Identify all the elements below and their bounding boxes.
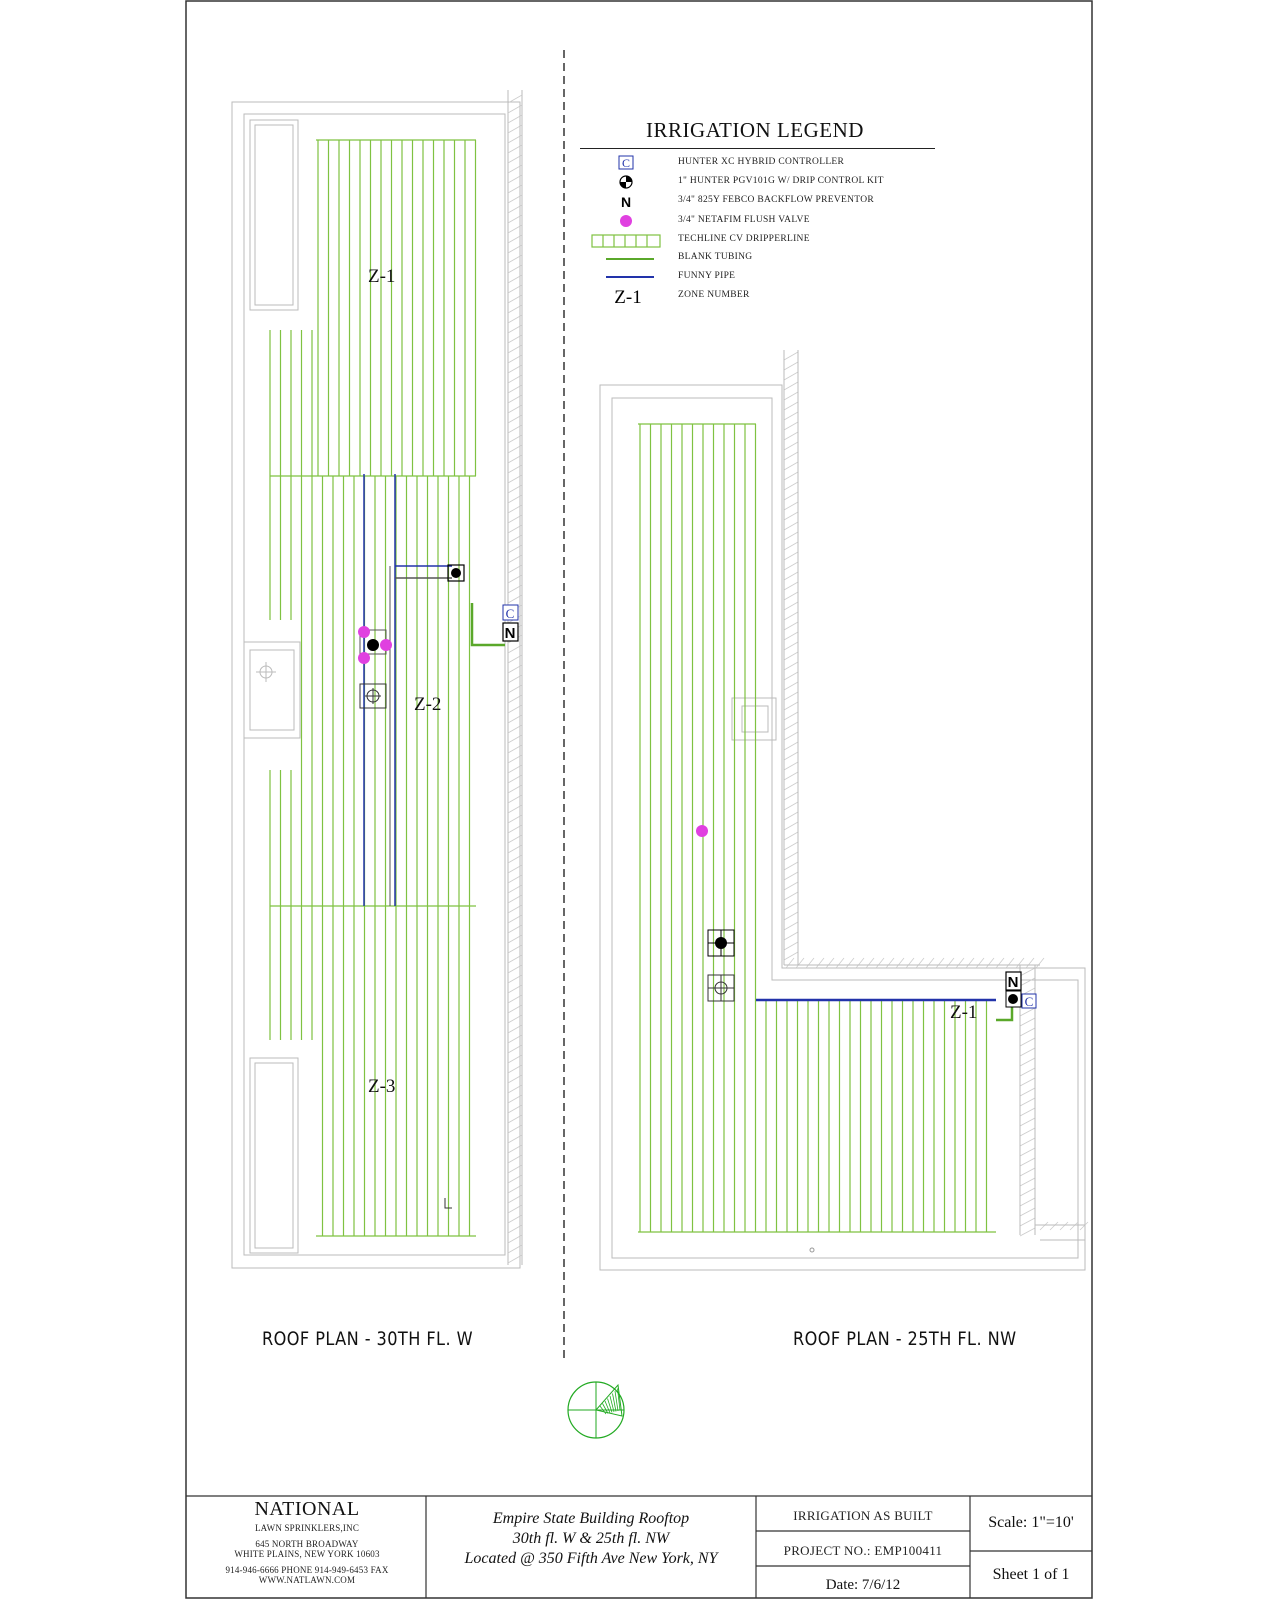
sheet-number-text: Sheet 1 of 1 [992, 1566, 1070, 1583]
wall-hatch-line [1020, 968, 1035, 976]
wall-hatch-line [784, 742, 798, 750]
wall-hatch-line [784, 422, 798, 430]
backflow-preventor-25th [1006, 972, 1021, 991]
project-line-1: Empire State Building Rooftop [492, 1510, 690, 1527]
wall-hatch-line [916, 958, 924, 968]
drawing-date [758, 1577, 968, 1594]
wall-hatch-line [784, 452, 798, 460]
wall-hatch-line [784, 862, 798, 870]
drip-control-kit-25th [708, 930, 734, 1001]
wall-hatch-line [784, 812, 798, 820]
wall-hatch-line [784, 432, 798, 440]
legend-title-rule [580, 148, 935, 149]
backflow-preventor-30th [503, 623, 518, 642]
wall-hatch-line [986, 958, 994, 968]
wall-hatch-line [784, 522, 798, 530]
svg-text:C: C [621, 156, 631, 170]
wall-hatch-line [784, 442, 798, 450]
project-block [428, 1510, 754, 1568]
wall-hatch-line [784, 802, 798, 810]
wall-hatch-line [1020, 1198, 1035, 1206]
legend-label-dripperline: TECHLINE CV DRIPPERLINE [678, 234, 810, 244]
wall-hatch-line [1040, 1222, 1048, 1230]
planter-bottom-left [250, 1058, 298, 1253]
wall-hatch-line [784, 762, 798, 770]
wall-hatch-line [784, 552, 798, 560]
dripperline-icon [592, 235, 660, 247]
wall-hatch-line [836, 958, 844, 968]
drip-control-kit-25th-wall [1006, 991, 1021, 1007]
legend-label-flush-valve: 3/4" NETAFIM FLUSH VALVE [678, 215, 810, 225]
wall-hatch-line [784, 362, 798, 370]
wall-hatch-line [784, 672, 798, 680]
controller-25th [1022, 994, 1036, 1009]
wall-hatch-line [956, 958, 964, 968]
zone-label-z3-30th: Z-3 [368, 1076, 396, 1097]
flush-valve-30th-b [380, 639, 392, 651]
wall-hatch-line [1020, 1168, 1035, 1176]
wall-hatch-line [784, 492, 798, 500]
planter-top-left [250, 120, 298, 310]
zone-label-z1-25th: Z-1 [950, 1002, 978, 1023]
wall-hatch-line [784, 712, 798, 720]
company-web: WWW.NATLAWN.COM [258, 1575, 356, 1585]
wall-hatch-line [1020, 1058, 1035, 1066]
wall-hatch-line [784, 792, 798, 800]
zone-label-z1-30th: Z-1 [368, 266, 396, 287]
wall-hatch-line [784, 902, 798, 910]
wall-hatch-line [1020, 1018, 1035, 1026]
wall-hatch-line [976, 958, 984, 968]
wall-hatch-line [784, 872, 798, 880]
wall-hatch-line [784, 692, 798, 700]
wall-hatch-line [1020, 1008, 1035, 1016]
svg-text:C: C [1024, 994, 1034, 1009]
wall-hatch-line [784, 752, 798, 760]
svg-text:N: N [504, 625, 516, 642]
controller-30th [503, 605, 518, 621]
wall-hatch-line [1020, 1138, 1035, 1146]
wall-hatch-line [784, 532, 798, 540]
wall-hatch-line [1036, 958, 1044, 968]
project-line-3: Located @ 350 Fifth Ave New York, NY [464, 1550, 718, 1567]
wall-hatch-line [1020, 1098, 1035, 1106]
wall-hatch-line [1070, 1222, 1078, 1230]
wall-hatch-line [784, 482, 798, 490]
drawing-type [758, 1508, 968, 1524]
drip-control-kit-icon [620, 176, 632, 188]
project-number-text: PROJECT NO.: EMP100411 [783, 1543, 943, 1558]
wall-hatch-line [876, 958, 884, 968]
wall-hatch-line [784, 572, 798, 580]
wall-hatch-line [1080, 1222, 1088, 1230]
wall-hatch-line [1020, 1048, 1035, 1056]
flush-valve-30th-c [358, 652, 370, 664]
wall-hatch-line [886, 958, 894, 968]
wall-hatch-line [846, 958, 854, 968]
scale [972, 1514, 1090, 1532]
wall-hatch-line [936, 958, 944, 968]
wall-hatch-line [1020, 1108, 1035, 1116]
wall-hatch-line [826, 958, 834, 968]
company-address-2: WHITE PLAINS, NEW YORK 10603 [234, 1549, 380, 1559]
company-sub: LAWN SPRINKLERS,INC [254, 1523, 360, 1533]
stair-well [244, 642, 300, 738]
drawing-date-text: Date: 7/6/12 [825, 1577, 901, 1593]
flush-valve-25th [696, 825, 708, 837]
wall-hatch-line [784, 542, 798, 550]
blank-tubing-30th [472, 603, 505, 645]
svg-text:C: C [505, 606, 515, 621]
flush-valve-icon [620, 215, 632, 227]
wall-hatch-line [784, 612, 798, 620]
wall-hatch-line [784, 652, 798, 660]
wall-hatch-line [784, 682, 798, 690]
zone-label-z2-30th: Z-2 [414, 694, 442, 715]
wall-hatch-line [1020, 1228, 1035, 1236]
wall-hatch-line [784, 702, 798, 710]
wall-hatch-line [1020, 1028, 1035, 1036]
wall-hatch-line [784, 892, 798, 900]
wall-hatch-line [784, 912, 798, 920]
legend-label-backflow: 3/4" 825Y FEBCO BACKFLOW PREVENTOR [678, 195, 875, 205]
wall-hatch-line [784, 602, 798, 610]
wall-hatch-line [1020, 1088, 1035, 1096]
wall-hatch-line [784, 942, 798, 950]
wall-hatch-line [1020, 1148, 1035, 1156]
backflow-preventor-icon: N [620, 194, 632, 210]
wall-hatch-line [784, 592, 798, 600]
wall-hatch-line [906, 958, 914, 968]
legend-title: IRRIGATION LEGEND [646, 118, 864, 142]
wall-hatch-line [1020, 1068, 1035, 1076]
wall-hatch-line [784, 722, 798, 730]
wall-hatch-line [784, 622, 798, 630]
wall-hatch-line [784, 922, 798, 930]
wall-hatch-line [784, 822, 798, 830]
wall-hatch-line [1050, 1222, 1058, 1230]
wall-hatch-line [784, 372, 798, 380]
wall-hatch-line [1020, 1078, 1035, 1086]
wall-hatch-line [784, 952, 798, 960]
wall-hatch-line [1020, 1188, 1035, 1196]
legend-symbols [592, 156, 660, 308]
project-line-2: 30th fl. W & 25th fl. NW [512, 1530, 670, 1547]
zone-number-icon: Z-1 [614, 287, 642, 308]
wall-hatch-line [784, 512, 798, 520]
wall-hatch-line [784, 462, 798, 470]
wall-hatch-line [784, 732, 798, 740]
wall-hatch-line [784, 392, 798, 400]
plan-label-30th: ROOF PLAN - 30TH FL. W [262, 1328, 473, 1350]
controller-icon [619, 156, 633, 170]
svg-text:N: N [1007, 974, 1019, 991]
wall-hatch-line [784, 382, 798, 390]
wall-hatch-line [786, 958, 794, 968]
wall-hatch-line [796, 958, 804, 968]
wall-hatch-line [784, 502, 798, 510]
wall-hatch-line [784, 472, 798, 480]
wall-hatch-line [784, 782, 798, 790]
wall-hatch-line [784, 582, 798, 590]
wall-hatch-line [1020, 1178, 1035, 1186]
vent-box-25th [732, 698, 776, 740]
wall-hatch-line [816, 958, 824, 968]
roof-outline-25th [600, 385, 1085, 1270]
wall-hatch-line [784, 882, 798, 890]
wall-hatch-line [1020, 1208, 1035, 1216]
wall-hatch-line [946, 958, 954, 968]
wall-hatch-line [896, 958, 904, 968]
company-block [190, 1498, 424, 1585]
wall-hatch-line [926, 958, 934, 968]
wall-hatch-line [1006, 958, 1014, 968]
wall-hatch-line [1020, 978, 1035, 986]
wall-hatch-line [784, 832, 798, 840]
company-name: NATIONAL [254, 1498, 360, 1520]
drain-marker-30th [256, 662, 276, 682]
wall-hatch-line [1020, 1118, 1035, 1126]
wall-hatch-line [784, 852, 798, 860]
wall-hatch-line [1060, 1222, 1068, 1230]
company-address-1: 645 NORTH BROADWAY [255, 1539, 359, 1549]
wall-hatch-line [784, 352, 798, 360]
wall-hatch-line [784, 562, 798, 570]
wall-hatch-line [784, 932, 798, 940]
wall-hatch-line [806, 958, 814, 968]
wall-hatch-line [1020, 1218, 1035, 1226]
wall-hatch-line [966, 958, 974, 968]
drawing-type-text: IRRIGATION AS BUILT [793, 1508, 933, 1523]
wall-hatch-line [1020, 1158, 1035, 1166]
legend-label-controller: HUNTER XC HYBRID CONTROLLER [678, 157, 845, 167]
wall-hatch-line [784, 402, 798, 410]
wall-hatch-line [866, 958, 874, 968]
legend-label-zone-number: ZONE NUMBER [678, 290, 750, 300]
wall-hatch-line [784, 772, 798, 780]
wall-hatch-line [784, 842, 798, 850]
wall-hatch-line [784, 642, 798, 650]
wall-hatch-line [784, 412, 798, 420]
project-number [758, 1543, 968, 1559]
wall-hatch-line [1026, 958, 1034, 968]
wall-hatch-line [784, 632, 798, 640]
wall-hatch-line [856, 958, 864, 968]
company-phone: 914-946-6666 PHONE 914-949-6453 FAX [225, 1565, 389, 1575]
wall-hatch-line [996, 958, 1004, 968]
roof-plan-25th [600, 350, 1088, 1270]
north-arrow [568, 1382, 624, 1438]
legend-label-funny-pipe: FUNNY PIPE [678, 271, 736, 281]
scale-text: Scale: 1"=10' [988, 1514, 1074, 1531]
wall-hatch-line [1020, 1038, 1035, 1046]
flush-valve-30th-a [358, 626, 370, 638]
legend-label-drip-kit: 1" HUNTER PGV101G W/ DRIP CONTROL KIT [678, 176, 884, 186]
wall-hatch-line [784, 662, 798, 670]
legend-label-blank-tubing: BLANK TUBING [678, 252, 753, 262]
sheet-number [972, 1566, 1090, 1584]
wall-hatch-line [1020, 1128, 1035, 1136]
plan-label-25th: ROOF PLAN - 25TH FL. NW [793, 1328, 1017, 1350]
